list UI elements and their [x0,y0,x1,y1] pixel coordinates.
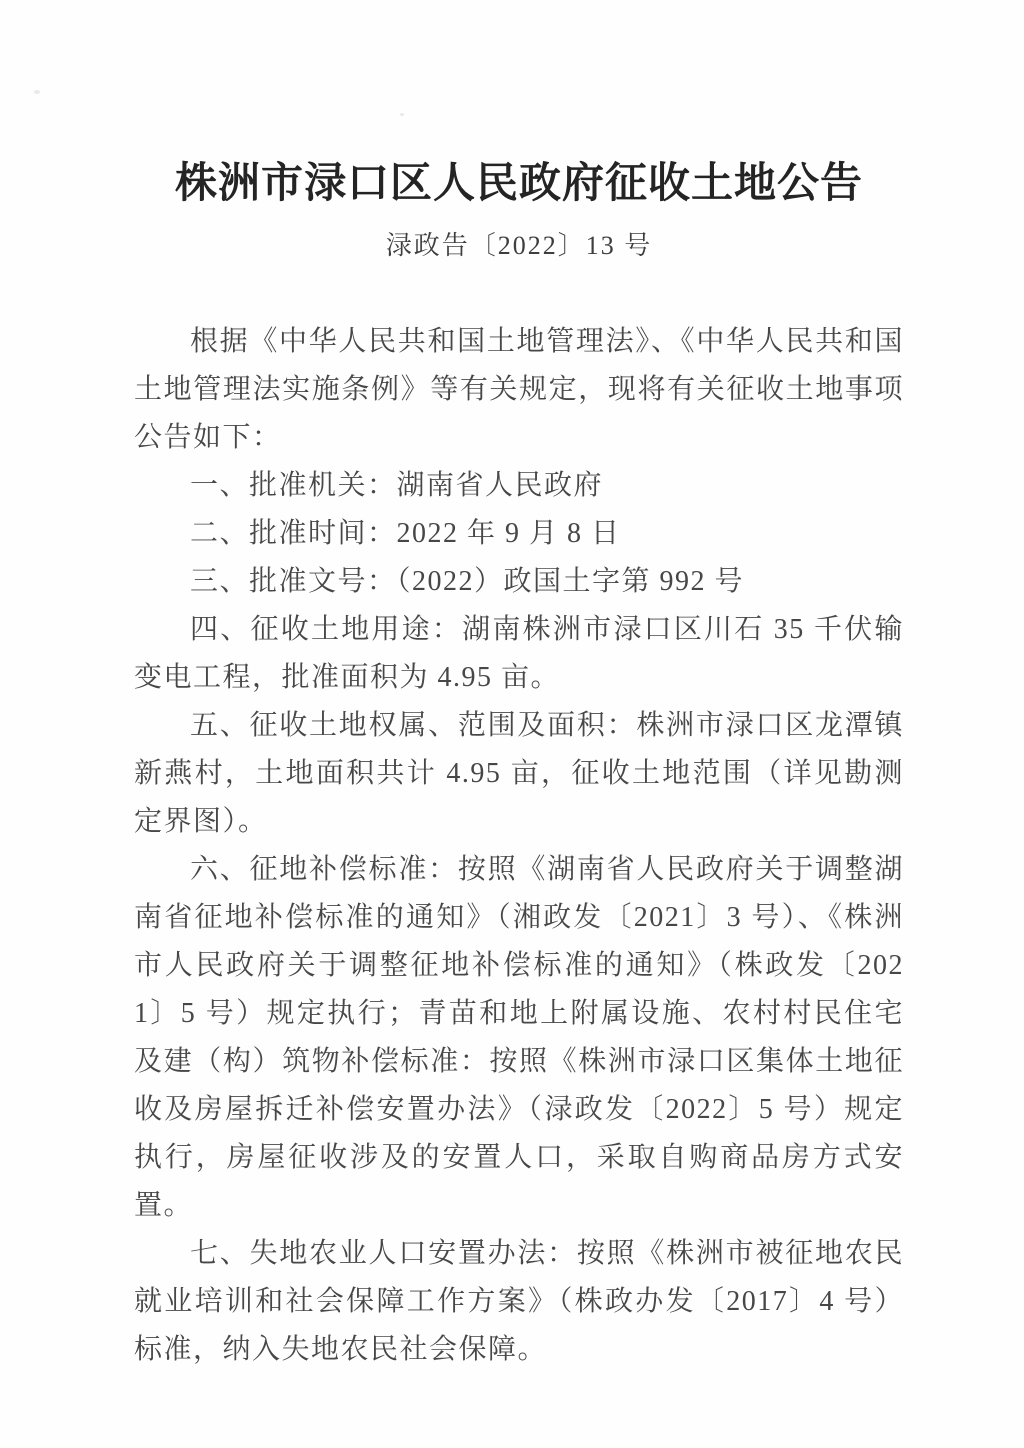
clause-1-approving-authority: 一、批准机关：湖南省人民政府 [190,469,604,501]
clause-7-resettlement-measures: 七、失地农业人口安置办法：按照《株洲市被征地农民就业培训和社会保障工作方案》（株政办发〔2017〕4 号）标准，纳入失地农民社会保障。 [134,1237,904,1365]
scan-speck [400,113,404,116]
clause-4-land-use: 四、征收土地用途：湖南株洲市渌口区川石 35 千伏输变电工程，批准面积为 4.95 亩。 [134,613,904,693]
document-title: 株洲市渌口区人民政府征收土地公告 [174,161,863,207]
clause-2-approval-date: 二、批准时间：2022 年 9 月 8 日 [190,517,621,549]
document-body [134,318,904,1374]
intro-paragraph: 根据《中华人民共和国土地管理法》、《中华人民共和国土地管理法实施条例》等有关规定，现将有关征收土地事项公告如下： [134,325,904,453]
clause-5-land-ownership-scope-area: 五、征收土地权属、范围及面积：株洲市渌口区龙潭镇新燕村，土地面积共计 4.95 亩，征收土地范围（详见勘测定界图）。 [134,709,904,837]
clause-6-compensation-standard: 六、征地补偿标准：按照《湖南省人民政府关于调整湖南省征地补偿标准的通知》（湘政发〔2021〕3 号）、《株洲市人民政府关于调整征地补偿标准的通知》（株政发〔2021〕5 号）规定执行；青苗和地上附属设施、农村村民住宅及建（构）筑物补偿标准：按照《株洲市渌口区集体土地征收及房屋拆迁补偿安置办法》（渌政发〔2022〕5 号）规定执行，房屋征收涉及的安置人口，采取自购商品房方式安置。 [134,853,904,1221]
scan-speck [34,90,40,94]
clause-3-approval-doc-number: 三、批准文号：（2022）政国土字第 992 号 [190,565,745,597]
document-number: 渌政告〔2022〕13 号 [385,230,653,260]
